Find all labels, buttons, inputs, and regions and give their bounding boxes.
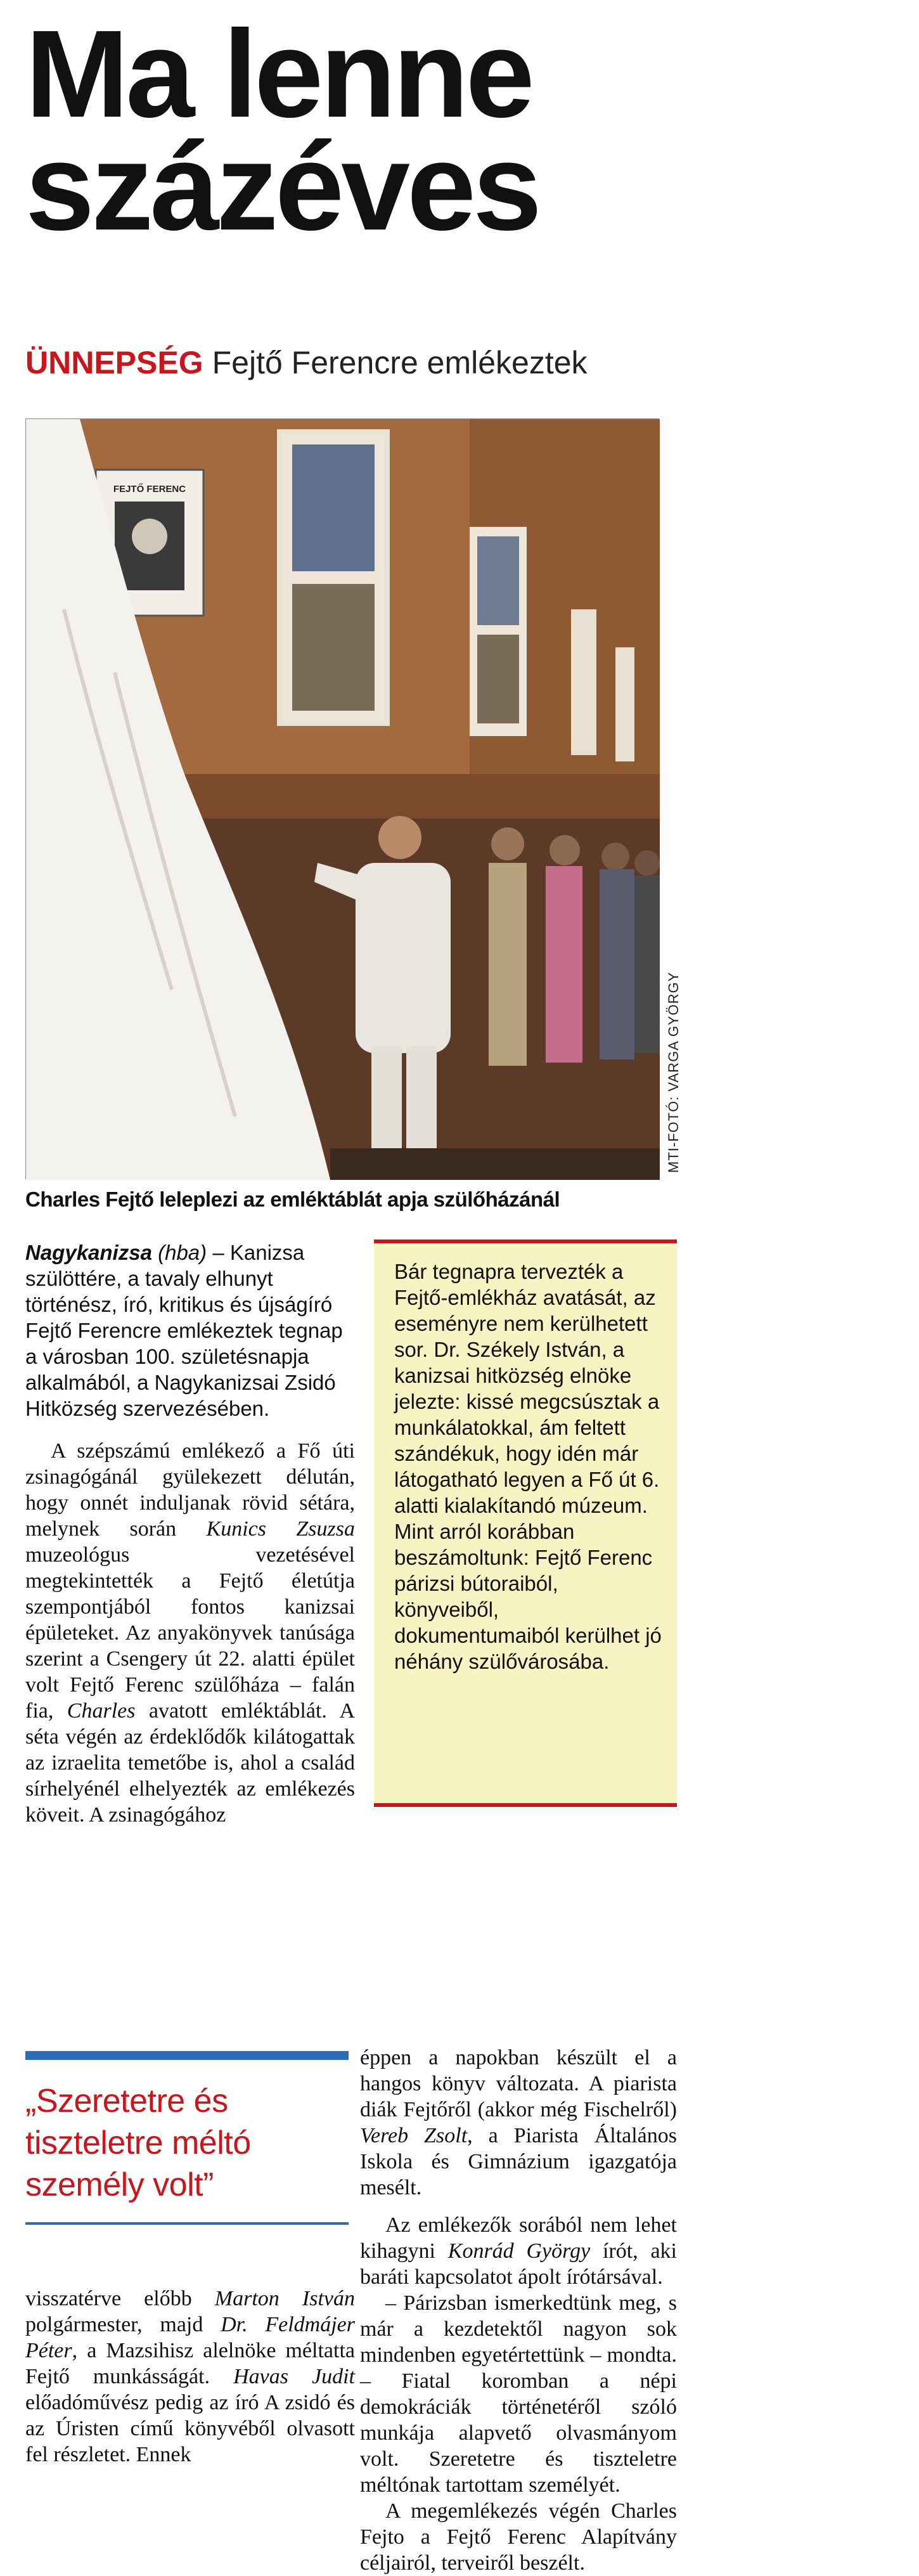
lead-place: Nagykanizsa (25, 1241, 152, 1264)
headline (25, 4, 678, 256)
person-name: Konrád György (447, 2239, 591, 2263)
quote-rule-bottom (25, 2222, 349, 2225)
article-column-right (360, 2045, 677, 2576)
article-paragraph-3: éppen a napokban készült el a hangos könyv változata. A piarista diák Fejtőről (akkor még Fischelről) Vereb Zsolt, a Piarista Általános Iskola és Gimnázium igazgatója mesélt. (360, 2046, 677, 2199)
person-name: Havas Judit (233, 2365, 355, 2388)
article-column-left (25, 1239, 355, 1828)
article-paragraph-5: – Párizsban ismerkedtünk meg, s már a kezdetektől nagyon sok mindenben egyetértettünk – mondta. – Fiatal koromban a népi demokráciák történetéről szóló munkája alapvető olvasmányom volt. Szeretetre és tiszteletre méltónak tartottam személyét. (360, 2291, 677, 2497)
article-column-bottom-left (25, 2286, 355, 2468)
article-paragraph-6: A megemlékezés végén Charles Fejto a Fejtő Ferenc Alapítvány céljairól, terveiről beszélt. (360, 2499, 677, 2575)
kicker (25, 342, 678, 383)
sidebar-note-box (374, 1239, 677, 1807)
lead-source: (hba) (158, 1241, 207, 1264)
article-paragraph-2: visszatérve előbb Marton István polgármester, majd Dr. Feldmájer Péter, a Mazsihisz alelnöke méltatta Fejtő munkásságát. Havas Judit előadóművész pedig az író A zsidó és az Úristen című könyvéből olvasott fel részletet. Ennek (25, 2287, 355, 2466)
kicker-label: ÜNNEPSÉG (25, 345, 203, 380)
person-name: Marton István (214, 2287, 355, 2310)
article-photo (25, 418, 659, 1179)
headline-line-1: Ma lenne (25, 4, 532, 143)
pull-quote-text: „Szeretetre és tiszteletre méltó személy volt” (25, 2083, 251, 2203)
photo-caption: Charles Fejtő leleplezi az emléktáblát apja szülőházánál (25, 1188, 560, 1211)
person-name: Vereb Zsolt (360, 2124, 468, 2147)
person-name: Kunics Zsuzsa (206, 1517, 355, 1541)
person-name: Charles (67, 1699, 136, 1723)
article-paragraph-4: Az emlékezők sorából nem lehet kihagyni Konrád György írót, aki baráti kapcsolatot ápolt írótársával. (360, 2213, 677, 2289)
plaque-text: FEJTŐ FERENC (113, 484, 186, 495)
photo-credit: MTI-FOTÓ: VARGA GYÖRGY (665, 971, 681, 1173)
article-paragraph-1: A szépszámú emlékező a Fő úti zsinagógánál gyülekezett délután, hogy onnét induljanak rövid sétára, melynek során Kunics Zsuzsa muzeológus vezetésével megtekintették a Fejtő életútja szempontjából fontos kanizsai épületeket. Az anyakönyvek tanúsága szerint a Csengery út 22. alatti épület volt Fejtő Ferenc szülőháza – falán fia, Charles avatott emléktáblát. A séta végén az érdeklődők kilátogattak az izraelita temetőbe is, ahol a család sírhelyénél elhelyezték az emlékezés köveit. A zsinagógához (25, 1439, 356, 1827)
person-name: Dr. Feldmájer Péter (25, 2313, 355, 2362)
lead-text: – Kanizsa szülöttére, a tavaly elhunyt történész, író, kritikus és újságíró Fejtő Ferencre emlékeztek tegnap a városban 100. születésnapja alkalmából, a Nagykanizsai Zsidó Hitközség szervezésében. (25, 1241, 343, 1420)
headline-line-2: százéves (25, 117, 539, 256)
kicker-text: Fejtő Ferencre emlékeztek (212, 345, 588, 380)
photo-illustration (26, 419, 660, 1180)
pull-quote (25, 2051, 349, 2225)
quote-rule-top (25, 2051, 349, 2060)
note-text: Bár tegnapra tervezték a Fejtő-emlékház avatását, az eseményre nem kerülhetett sor. Dr. Székely István, a kanizsai hitközség elnöke jelezte: kissé megcsúsztak a munkálatokkal, ám feltett szándékuk, hogy idén már látogatható legyen a Fő út 6. alatti kialakítandó múzeum. Mint arról korábban beszámoltunk: Fejtő Ferenc párizsi bútoraiból, könyveiből, dokumentumaiból kerülhet jó néhány szülővárosába. (394, 1260, 662, 1673)
article-lead (25, 1239, 355, 1421)
